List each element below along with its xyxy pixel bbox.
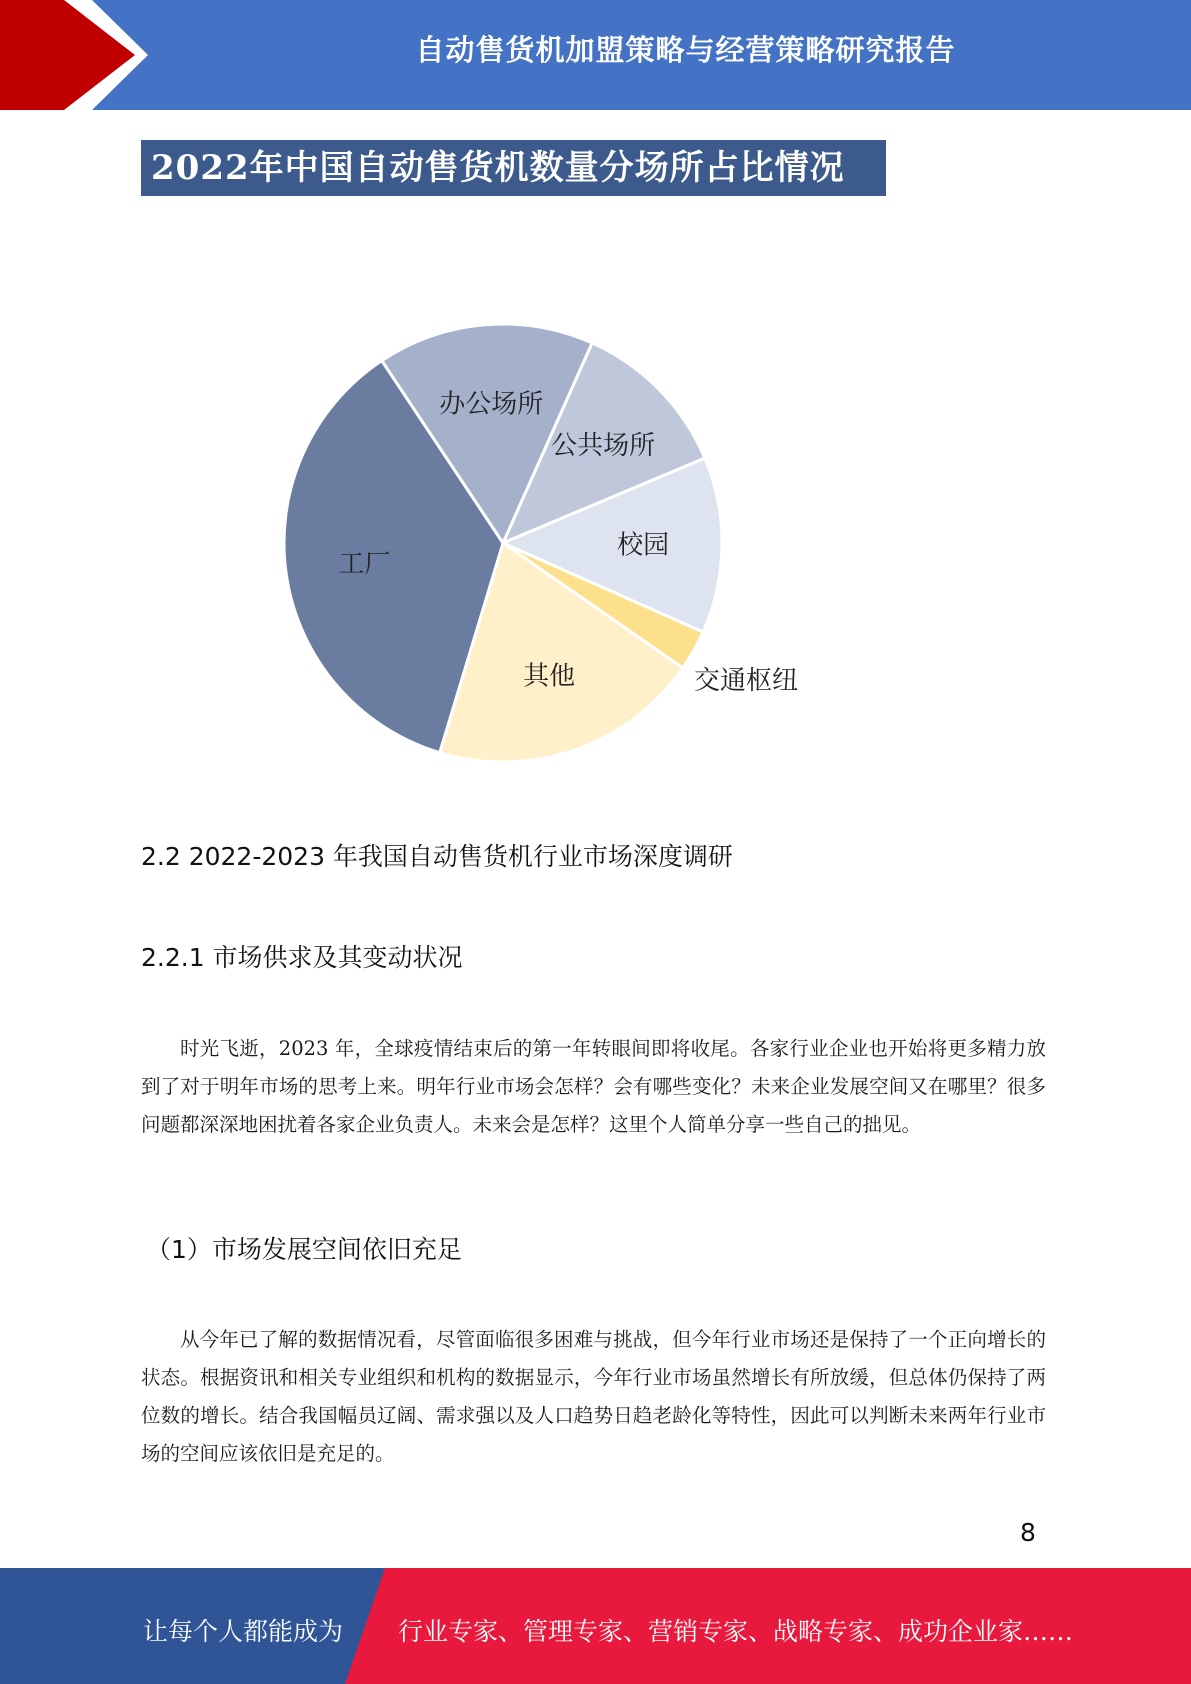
subsection-heading-1: （1）市场发展空间依旧充足: [146, 1235, 462, 1264]
chart-title: 2022年中国自动售货机数量分场所占比情况: [141, 140, 886, 196]
footer-slogan-right: 行业专家、管理专家、营销专家、战略专家、成功企业家……: [398, 1617, 1074, 1646]
pie-label-2: 交通枢纽: [694, 665, 799, 696]
pie-label-4: 工厂: [338, 549, 391, 580]
pie-label-5: 办公场所: [439, 389, 544, 420]
pie-chart: [0, 0, 1191, 800]
paragraph-1: 时光飞逝，2023 年，全球疫情结束后的第一年转眼间即将收尾。各家行业企业也开始将更多精力放到了对于明年市场的思考上来。明年行业市场会怎样？会有哪些变化？未来企业发展空间又在哪里？很多问题都深深地困扰着各家企业负责人。未来会是怎样？这里个人简单分享一些自己的拙见。: [141, 1037, 1046, 1136]
pie-label-0: 公共场所: [551, 430, 656, 461]
header-title: 自动售货机加盟策略与经营策略研究报告: [415, 33, 956, 67]
footer-slogan-left: 让每个人都能成为: [143, 1617, 344, 1646]
page-number: 8: [1020, 1518, 1036, 1547]
pie-label-1: 校园: [617, 530, 670, 561]
pie-label-3: 其他: [523, 661, 576, 692]
section-heading-2-2: 2.2 2022-2023 年我国自动售货机行业市场深度调研: [141, 842, 733, 871]
section-heading-2-2-1: 2.2.1 市场供求及其变动状况: [141, 943, 463, 972]
paragraph-2: 从今年已了解的数据情况看，尽管面临很多困难与挑战，但今年行业市场还是保持了一个正向增长的状态。根据资讯和相关专业组织和机构的数据显示，今年行业市场虽然增长有所放缓，但总体仍保持了两位数的增长。结合我国幅员辽阔、需求强以及人口趋势日趋老龄化等特性，因此可以判断未来两年行业市场的空间应该依旧是充足的。: [141, 1328, 1046, 1465]
